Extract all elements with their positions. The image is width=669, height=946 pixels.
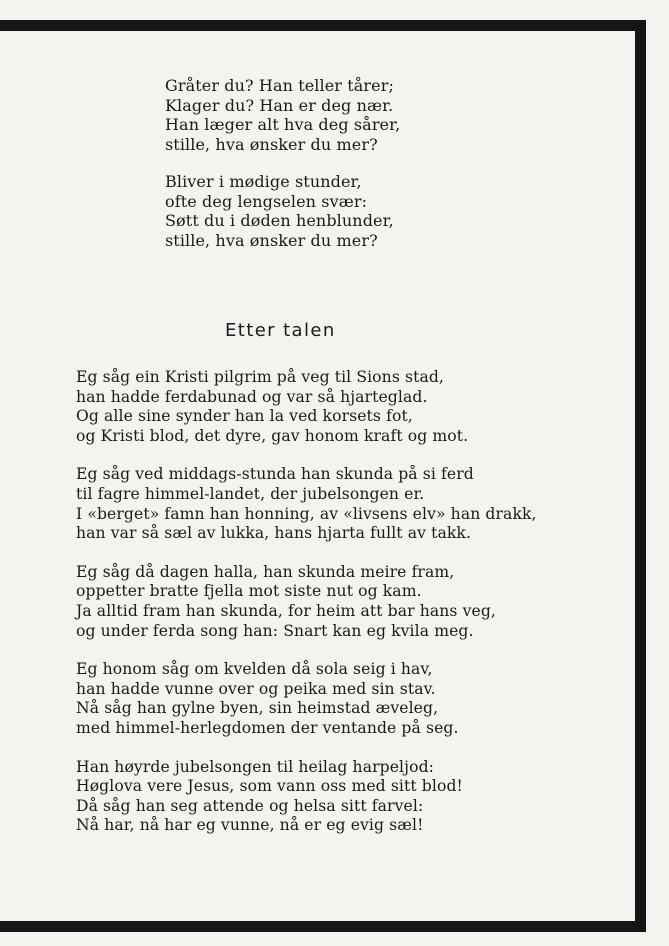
poem-line: Og alle sine synder han la ved korsets fot, <box>76 407 413 426</box>
main-poem-stanza-2 <box>76 465 537 543</box>
main-poem-stanza-5 <box>76 758 537 836</box>
poem-line: han var så sæl av lukka, hans hjarta fullt av takk. <box>76 524 472 543</box>
poem-line: Han høyrde jubelsongen til heilag harpeljod: <box>76 757 435 776</box>
top-poem <box>165 76 400 250</box>
main-poem-stanza-4 <box>76 660 537 738</box>
top-poem-stanza-1 <box>165 76 400 154</box>
main-poem-stanza-3 <box>76 563 537 641</box>
poem-line: Eg honom såg om kvelden då sola seig i hav, <box>76 660 433 679</box>
poem-line: Nå såg han gylne byen, sin heimstad æveleg, <box>76 699 439 718</box>
poem-line: stille, hva ønsker du mer? <box>165 134 378 154</box>
poem-line: Då såg han seg attende og helsa sitt farvel: <box>76 796 424 815</box>
top-poem-stanza-2 <box>165 172 400 250</box>
poem-line: med himmel-herlegdomen der ventande på seg. <box>76 718 459 737</box>
page-border-right <box>635 20 646 932</box>
poem-line: Søtt du i døden henblunder, <box>165 211 394 230</box>
poem-title: Etter talen <box>225 320 336 341</box>
poem-line: Bliver i mødige stunder, <box>165 172 362 191</box>
poem-line: til fagre himmel-landet, der jubelsongen er. <box>76 484 425 503</box>
poem-line: Klager du? Han er deg nær. <box>165 95 394 115</box>
poem-line: og under ferda song han: Snart kan eg kvila meg. <box>76 621 474 640</box>
poem-line: Eg såg då dagen halla, han skunda meire fram, <box>76 562 455 581</box>
poem-line: ofte deg lengselen svær: <box>165 191 368 211</box>
poem-line: han hadde ferdabunad og var så hjarteglad. <box>76 387 428 406</box>
poem-line: Høglova vere Jesus, som vann oss med sitt blod! <box>76 777 463 796</box>
poem-line: Ja alltid fram han skunda, for heim att bar hans veg, <box>76 601 496 620</box>
poem-line: Gråter du? Han teller tårer; <box>165 76 394 95</box>
poem-line: Nå har, nå har eg vunne, nå er eg evig sæl! <box>76 816 424 835</box>
page-border-bottom <box>0 921 646 932</box>
poem-line: oppetter bratte fjella mot siste nut og kam. <box>76 582 422 601</box>
poem-line: han hadde vunne over og peika med sin stav. <box>76 679 436 698</box>
poem-line: stille, hva ønsker du mer? <box>165 230 378 250</box>
poem-line: Eg såg ved middags-stunda han skunda på si ferd <box>76 465 474 484</box>
main-poem-stanza-1 <box>76 368 537 446</box>
poem-line: Eg såg ein Kristi pilgrim på veg til Sions stad, <box>76 368 444 386</box>
poem-line: Han læger alt hva deg sårer, <box>165 115 401 134</box>
main-poem <box>76 368 537 836</box>
poem-line: og Kristi blod, det dyre, gav honom kraft og mot. <box>76 426 469 445</box>
poem-line: I «berget» famn han honning, av «livsens elv» han drakk, <box>76 504 537 523</box>
page-border-top <box>0 20 646 31</box>
